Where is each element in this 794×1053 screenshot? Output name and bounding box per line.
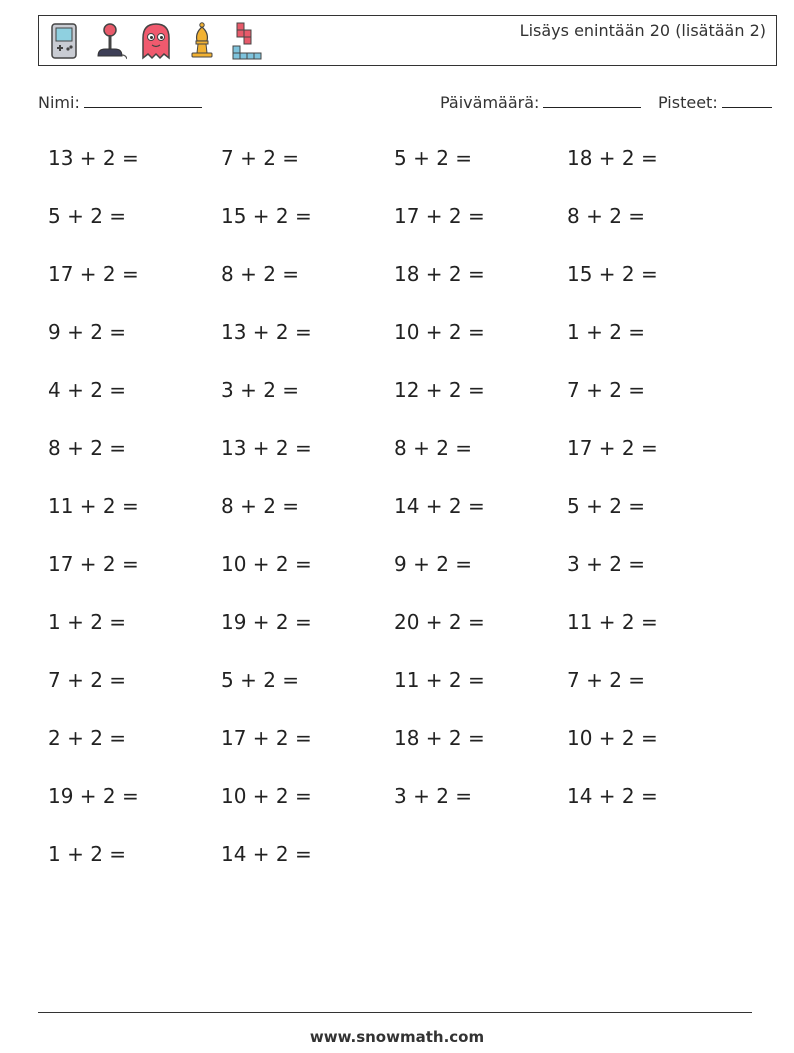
problem-item: 19 + 2 = [221, 610, 312, 634]
name-blank[interactable] [84, 93, 202, 108]
date-blank[interactable] [543, 93, 641, 108]
problem-item: 4 + 2 = [48, 378, 127, 402]
problem-item: 8 + 2 = [48, 436, 127, 460]
footer-divider [38, 1012, 752, 1013]
chess-bishop-icon [185, 20, 219, 62]
problem-item: 18 + 2 = [394, 726, 485, 750]
problem-item: 8 + 2 = [221, 262, 300, 286]
problem-item: 8 + 2 = [567, 204, 646, 228]
problem-item: 11 + 2 = [394, 668, 485, 692]
problem-item: 20 + 2 = [394, 610, 485, 634]
score-label: Pisteet: [658, 93, 718, 112]
problem-item: 17 + 2 = [221, 726, 312, 750]
problem-item: 13 + 2 = [221, 436, 312, 460]
problem-item: 9 + 2 = [394, 552, 473, 576]
problem-item: 18 + 2 = [567, 146, 658, 170]
problem-item: 15 + 2 = [221, 204, 312, 228]
problem-item: 7 + 2 = [221, 146, 300, 170]
problem-item: 19 + 2 = [48, 784, 139, 808]
name-label: Nimi: [38, 93, 80, 112]
name-field [38, 93, 202, 112]
problem-item: 7 + 2 = [48, 668, 127, 692]
date-field [440, 93, 641, 112]
problem-item: 15 + 2 = [567, 262, 658, 286]
problem-item: 1 + 2 = [567, 320, 646, 344]
problem-item: 11 + 2 = [567, 610, 658, 634]
problem-item: 5 + 2 = [567, 494, 646, 518]
problem-item: 14 + 2 = [394, 494, 485, 518]
problem-item: 17 + 2 = [567, 436, 658, 460]
problem-item: 10 + 2 = [221, 552, 312, 576]
problem-item: 3 + 2 = [394, 784, 473, 808]
date-label: Päivämäärä: [440, 93, 540, 112]
problem-item: 10 + 2 = [221, 784, 312, 808]
ghost-icon [139, 20, 173, 62]
problem-item: 13 + 2 = [221, 320, 312, 344]
problem-item: 9 + 2 = [48, 320, 127, 344]
handheld-console-icon [47, 20, 81, 62]
score-field [658, 93, 772, 112]
problem-item: 10 + 2 = [394, 320, 485, 344]
joystick-icon [93, 20, 127, 62]
problem-item: 7 + 2 = [567, 378, 646, 402]
tetris-blocks-icon [231, 20, 265, 62]
problem-item: 11 + 2 = [48, 494, 139, 518]
problem-item: 13 + 2 = [48, 146, 139, 170]
footer-url: www.snowmath.com [309, 1028, 485, 1046]
problem-item: 14 + 2 = [221, 842, 312, 866]
problem-item: 2 + 2 = [48, 726, 127, 750]
problem-item: 10 + 2 = [567, 726, 658, 750]
problem-item: 3 + 2 = [221, 378, 300, 402]
score-blank[interactable] [722, 93, 772, 108]
problem-item: 3 + 2 = [567, 552, 646, 576]
problem-item: 1 + 2 = [48, 610, 127, 634]
problem-item: 18 + 2 = [394, 262, 485, 286]
problem-item: 17 + 2 = [394, 204, 485, 228]
problem-item: 1 + 2 = [48, 842, 127, 866]
problem-item: 5 + 2 = [394, 146, 473, 170]
problem-item: 17 + 2 = [48, 552, 139, 576]
problem-item: 14 + 2 = [567, 784, 658, 808]
problem-item: 8 + 2 = [221, 494, 300, 518]
problem-item: 8 + 2 = [394, 436, 473, 460]
worksheet-header [38, 15, 777, 66]
problem-item: 17 + 2 = [48, 262, 139, 286]
worksheet-title: Lisäys enintään 20 (lisätään 2) [519, 21, 766, 40]
problem-item: 5 + 2 = [221, 668, 300, 692]
problem-item: 7 + 2 = [567, 668, 646, 692]
problem-item: 5 + 2 = [48, 204, 127, 228]
problem-item: 12 + 2 = [394, 378, 485, 402]
